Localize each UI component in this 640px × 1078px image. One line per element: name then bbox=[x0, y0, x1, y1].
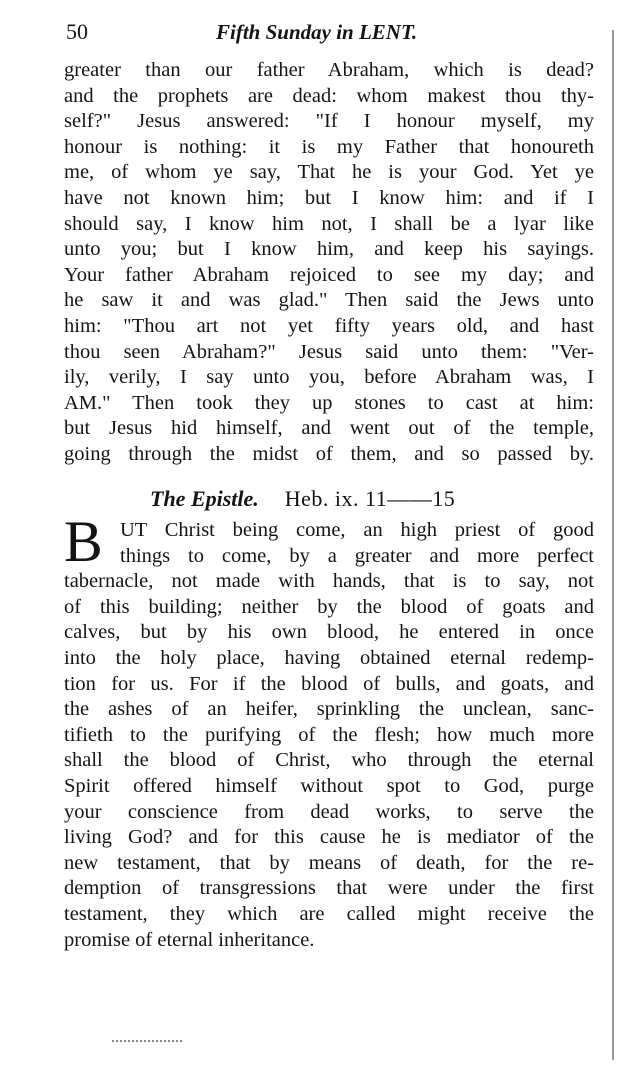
text-line: into the holy place, having obtained eternal redemp- bbox=[64, 646, 594, 669]
text-line: self?" Jesus answered: "If I honour myself, my bbox=[64, 110, 594, 133]
page-edge-rule bbox=[612, 30, 614, 1060]
text-line: should say, I know him not, I shall be a lyar like bbox=[64, 212, 594, 235]
text-line: and the prophets are dead: whom makest thou thy- bbox=[64, 84, 594, 107]
page-number: 50 bbox=[66, 19, 88, 44]
text-line: testament, they which are called might receive the bbox=[64, 902, 594, 925]
drop-cap: B bbox=[64, 509, 103, 574]
text-line: tifieth to the purifying of the flesh; how much more bbox=[64, 723, 594, 746]
epistle-heading bbox=[150, 484, 550, 514]
text-line: calves, but by his own blood, he entered in once bbox=[64, 621, 594, 644]
text-line: demption of transgressions that were under the first bbox=[64, 877, 594, 900]
text-line: tabernacle, not made with hands, that is to say, not bbox=[64, 570, 594, 593]
text-line: him: "Thou art not yet fifty years old, and hast bbox=[64, 314, 594, 337]
scripture-reference: Heb. ix. 11——15 bbox=[284, 486, 456, 511]
text-line: UT Christ being come, an high priest of good bbox=[120, 519, 594, 541]
running-head bbox=[66, 18, 596, 46]
text-line: me, of whom ye say, That he is your God. Yet ye bbox=[64, 161, 594, 184]
text-line: the ashes of an heifer, sprinkling the unclean, sanc- bbox=[64, 698, 594, 721]
text-line: shall the blood of Christ, who through the eternal bbox=[64, 749, 594, 772]
text-line: honour is nothing: it is my Father that honoureth bbox=[64, 135, 594, 158]
text-line: ily, verily, I say unto you, before Abraham was, I bbox=[64, 366, 594, 389]
text-line: tion for us. For if the blood of bulls, and goats, and bbox=[64, 672, 594, 695]
text-line: AM." Then took they up stones to cast at him: bbox=[64, 391, 594, 414]
epistle-title: The Epistle. bbox=[150, 486, 259, 511]
text-line: living God? and for this cause he is mediator of the bbox=[64, 826, 594, 849]
text-line: of this building; neither by the blood of goats and bbox=[64, 595, 594, 618]
text-line: have not known him; but I know him: and if I bbox=[64, 186, 594, 209]
text-line: he saw it and was glad." Then said the Jews unto bbox=[64, 289, 594, 312]
text-line: Spirit offered himself without spot to God, purge bbox=[64, 774, 594, 797]
text-line: unto you; but I know him, and keep his sayings. bbox=[64, 238, 594, 261]
epistle-text bbox=[64, 518, 594, 953]
text-line: greater than our father Abraham, which is dead? bbox=[64, 59, 594, 81]
text-line: going through the midst of them, and so passed by. bbox=[64, 442, 594, 465]
gospel-text bbox=[64, 58, 594, 468]
text-line: things to come, by a greater and more perfect bbox=[120, 544, 594, 567]
running-title: Fifth Sunday in LENT. bbox=[216, 20, 418, 44]
ink-specks bbox=[112, 1040, 182, 1046]
text-line: thou seen Abraham?" Jesus said unto them: "Ver- bbox=[64, 340, 594, 363]
text-line: but Jesus hid himself, and went out of the temple, bbox=[64, 417, 594, 440]
text-line: promise of eternal inheritance. bbox=[64, 928, 315, 951]
text-line: Your father Abraham rejoiced to see my day; and bbox=[64, 263, 594, 286]
text-line: your conscience from dead works, to serve the bbox=[64, 800, 594, 823]
text-line: new testament, that by means of death, for the re- bbox=[64, 851, 594, 874]
